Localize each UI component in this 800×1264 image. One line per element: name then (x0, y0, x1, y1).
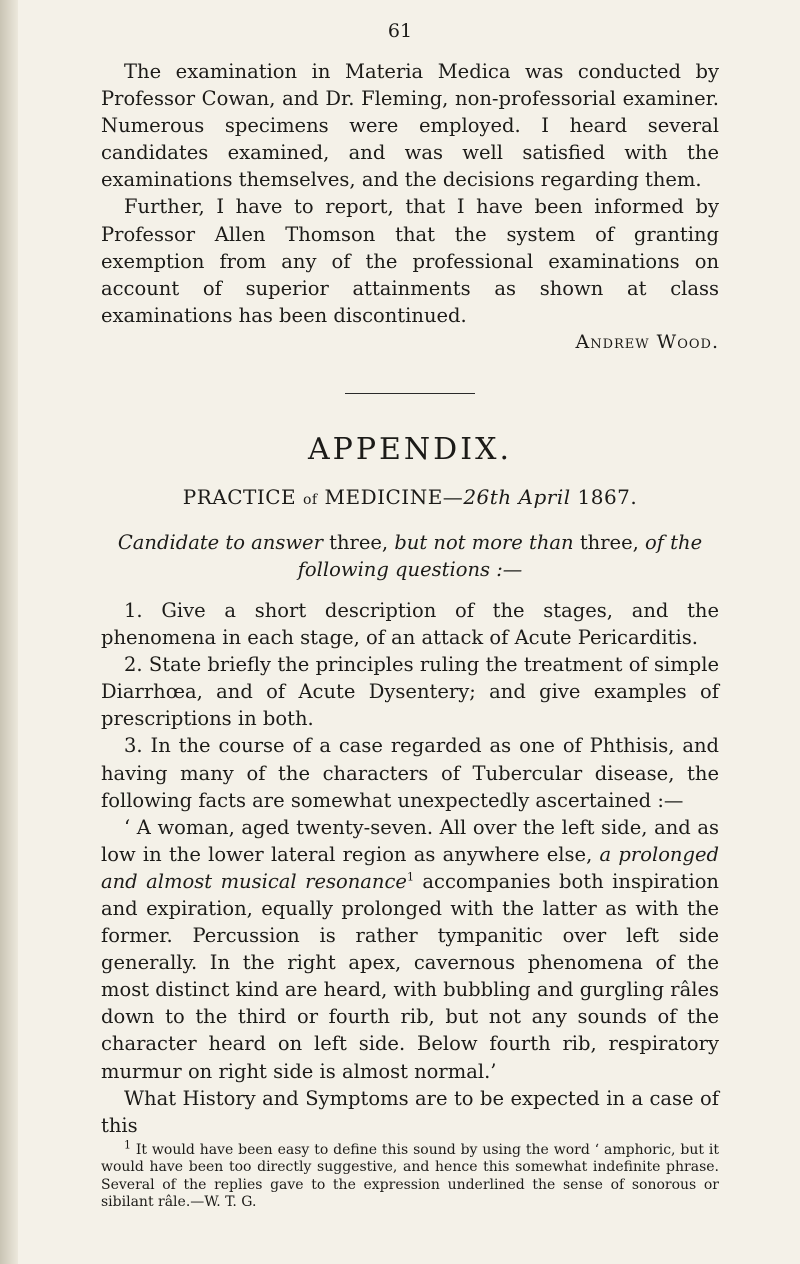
subhead-practice: PRACTICE (182, 484, 297, 509)
case-quote (101, 814, 719, 1085)
footnote-mark: 1 (124, 1138, 131, 1152)
exam-year: 1867. (577, 484, 638, 509)
exam-date: 26th April (463, 484, 571, 509)
subhead-of: of (303, 491, 318, 508)
question-1: 1. Give a short description of the stages, and the phenomena in each stage, of an attack of Acute Pericarditis. (101, 598, 719, 650)
appendix-title: APPENDIX. (308, 431, 512, 467)
footnote-ref: 1 (406, 870, 414, 884)
page-binding-edge (0, 0, 18, 1264)
signature: Andrew Wood. (575, 330, 719, 353)
quote-part-a: ‘ A woman, aged twenty-seven. All over the left side, and as low in the lower lateral region as anywhere else, (101, 815, 719, 866)
quote-part-b: accompanies both inspiration and expiration, equally prolonged with the latter as with the former. Percussion is rather tympanitic over left side generally. In the right apex, cavernous phenomena of the most distinct kind are heard, with bubbling and gurgling râles down to the third or fourth rib, but not any sounds of the character heard on left side. Below fourth rib, respiratory murmur on right side is almost normal.’ (101, 869, 719, 1083)
instr-part-d: three, (579, 530, 639, 554)
instr-part-b: three, (329, 530, 389, 554)
instr-part-e: of the following questions :— (297, 530, 703, 581)
exam-subheading (101, 485, 719, 509)
footnote-text: It would have been easy to define this sound by using the word ‘ amphoric, but it would have been too directly suggestive, and hence this somewhat indefinite phrase. Several of the replies gave to the expression underlined the sense of sonorous or sibilant râle.—W. T. G. (101, 1141, 719, 1211)
page-content (101, 58, 719, 1212)
question-2: 2. State briefly the principles ruling the treatment of simple Diarrhœa, and of Acute Dysentery; and give examples of prescriptions in both. (101, 653, 719, 731)
section-divider (345, 393, 475, 394)
report-paragraph-2: Further, I have to report, that I have been informed by Professor Allen Thomson that the system of granting exemption from any of the professional examinations on account of superior attainments as shown at class examinations has been discontinued. (101, 195, 719, 327)
question-3-continuation: What History and Symptoms are to be expected in a case of this (101, 1086, 719, 1137)
exam-instructions (101, 529, 719, 583)
instr-part-c: but not more than (394, 530, 574, 554)
footnote (101, 1138, 719, 1212)
subhead-medicine: MEDICINE— (324, 484, 464, 509)
report-paragraph-1: The examination in Materia Medica was conducted by Professor Cowan, and Dr. Fleming, non-professorial examiner. Numerous specimens were employed. I heard several candidates examined, and was well satisfied with the examinations themselves, and the decisions regarding them. (101, 60, 719, 192)
quote-emphasis: a prolonged and almost musical resonance (101, 842, 719, 893)
question-3: 3. In the course of a case regarded as one of Phthisis, and having many of the characters of Tubercular disease, the following facts are somewhat unexpectedly ascertained :— (101, 734, 719, 812)
instr-part-a: Candidate to answer (117, 530, 323, 554)
page-number: 61 (387, 20, 413, 42)
